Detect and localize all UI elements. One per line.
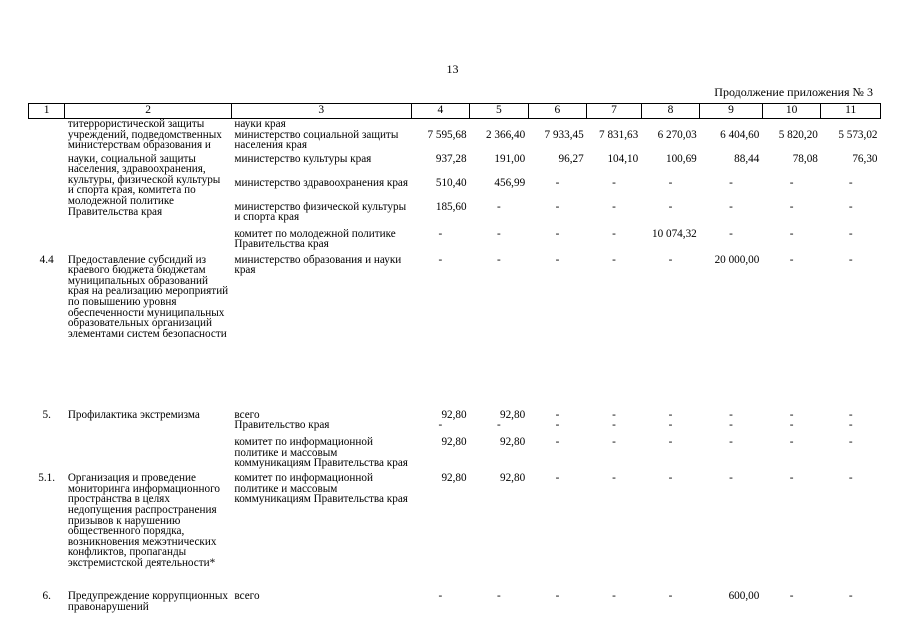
funding-value: -	[555, 472, 560, 485]
column-header: 4	[411, 104, 470, 119]
responsible-executor: комитет по информационной политике и массовым коммуникациям Правительства края	[234, 472, 408, 506]
funding-value: -	[789, 590, 794, 603]
funding-value: 92,80	[441, 436, 467, 449]
funding-value: -	[848, 436, 853, 449]
funding-value: -	[438, 590, 443, 603]
funding-value: 510,40	[435, 176, 467, 189]
funding-value	[528, 119, 587, 130]
measure-name	[65, 437, 232, 473]
table-row	[29, 255, 881, 388]
funding-value: -	[668, 419, 673, 432]
funding-value: -	[612, 227, 616, 240]
funding-value: -	[555, 419, 560, 432]
funding-value: -	[729, 227, 733, 240]
funding-value: -	[668, 176, 673, 189]
table-row	[29, 437, 881, 473]
continuation-note: Продолжение приложения № 3	[714, 85, 873, 99]
funding-value: 92,80	[499, 408, 526, 421]
responsible-executor: комитет по информационной политике и массовым коммуникациям Правительства края	[234, 436, 408, 470]
funding-value: -	[848, 227, 853, 240]
funding-value	[821, 119, 881, 130]
funding-value: -	[848, 419, 853, 432]
item-number	[29, 437, 65, 473]
responsible-executor: министерство физической культуры и спорта края	[234, 200, 407, 224]
funding-value: -	[848, 253, 853, 266]
funding-value: 191,00	[494, 152, 526, 165]
column-header: 5	[470, 104, 529, 119]
funding-value: 600,00	[728, 590, 760, 603]
funding-value: -	[497, 590, 501, 603]
funding-value: -	[555, 436, 560, 449]
funding-value: -	[789, 253, 794, 266]
funding-value: -	[555, 227, 560, 240]
funding-value: -	[668, 472, 673, 485]
responsible-executor: министерство культуры края	[234, 152, 372, 165]
funding-value: -	[729, 419, 733, 432]
funding-value: 185,60	[435, 200, 467, 213]
funding-value: -	[555, 590, 560, 603]
funding-value: -	[438, 419, 443, 432]
funding-value	[470, 119, 529, 130]
measure-name: титеррористической защиты учреждений, подведомственных министерствам образования и	[67, 118, 222, 152]
measure-name: науки, социальной защиты населения, здравоохранения, культуры, физической культуры и спорта края, комитета по молодежной политике Правительства края	[67, 152, 221, 218]
funding-value	[762, 119, 821, 130]
measure-name: Организация и проведение мониторинга информационного пространства в целях недопущения распространения призывов к нарушению общественного порядка, возникновения межэтнических конфликтов, пропаганды экстремистской деятельности*	[67, 472, 220, 569]
measure-name: Профилактика экстремизма	[67, 408, 200, 421]
funding-value: 2 366,40	[486, 128, 526, 141]
funding-value: -	[729, 200, 733, 213]
column-header: 9	[700, 104, 763, 119]
funding-value: 92,80	[499, 436, 526, 449]
column-header: 2	[65, 104, 232, 119]
funding-value: -	[668, 590, 673, 603]
responsible-executor: Правительство края	[234, 419, 330, 432]
responsible-executor: комитет по молодежной политике Правительства края	[234, 227, 396, 251]
table-row	[29, 591, 881, 617]
funding-value: -	[789, 436, 794, 449]
funding-value: 5 820,20	[778, 128, 818, 141]
column-header: 1	[29, 104, 65, 119]
table-row	[29, 473, 881, 591]
funding-value: -	[789, 227, 794, 240]
funding-value: -	[555, 200, 560, 213]
funding-value: -	[848, 200, 853, 213]
funding-value: -	[612, 419, 616, 432]
funding-value: -	[848, 408, 853, 421]
funding-value: -	[729, 176, 733, 189]
funding-value: 92,80	[441, 472, 467, 485]
funding-value: -	[668, 408, 673, 421]
funding-value: -	[848, 472, 853, 485]
item-number: 5.	[42, 408, 51, 421]
funding-value: -	[497, 253, 501, 266]
funding-value	[411, 119, 470, 130]
funding-value: 6 404,60	[720, 128, 760, 141]
funding-value	[700, 119, 763, 130]
funding-value: -	[555, 176, 560, 189]
funding-value: -	[497, 200, 501, 213]
responsible-executor: науки края	[234, 118, 286, 130]
table-row	[29, 154, 881, 178]
funding-value: -	[848, 590, 853, 603]
responsible-executor: всего	[234, 408, 260, 421]
column-header: 10	[762, 104, 821, 119]
funding-value: -	[668, 436, 673, 449]
funding-value: -	[612, 253, 616, 266]
funding-value: -	[789, 176, 794, 189]
responsible-executor: министерство здравоохранения края	[234, 176, 409, 189]
funding-value: 10 074,32	[652, 227, 697, 240]
funding-value: -	[729, 436, 733, 449]
column-header: 6	[528, 104, 587, 119]
funding-value: -	[555, 408, 560, 421]
funding-value: -	[612, 590, 616, 603]
item-number	[29, 119, 65, 154]
table-row	[29, 119, 881, 130]
funding-value: 96,27	[558, 152, 584, 165]
funding-value: 104,10	[607, 152, 639, 165]
item-number: 5.1.	[38, 472, 56, 485]
funding-value: -	[789, 408, 794, 421]
funding-value: 20 000,00	[714, 253, 760, 266]
funding-value: -	[668, 200, 673, 213]
funding-value: 7 831,63	[599, 128, 639, 141]
funding-value: -	[438, 253, 443, 266]
funding-value: -	[497, 227, 501, 240]
funding-value: 88,44	[734, 152, 760, 165]
column-header: 7	[587, 104, 642, 119]
funding-value: -	[612, 200, 616, 213]
table-row	[29, 388, 881, 421]
funding-value: 78,08	[792, 152, 818, 165]
item-number	[29, 420, 65, 437]
funding-value: 7 933,45	[544, 128, 584, 141]
item-number: 6.	[42, 590, 51, 603]
column-header: 8	[641, 104, 700, 119]
budget-table	[28, 103, 881, 617]
funding-value: -	[612, 472, 616, 485]
funding-value: 456,99	[494, 176, 526, 189]
funding-value: 7 595,68	[427, 128, 467, 141]
funding-value: -	[438, 227, 443, 240]
table-row	[29, 420, 881, 437]
funding-value: -	[729, 472, 733, 485]
funding-value: 6 270,03	[657, 128, 697, 141]
funding-value: -	[555, 253, 560, 266]
item-number: 4.4	[39, 253, 54, 266]
funding-value	[641, 119, 700, 130]
funding-value: -	[789, 472, 794, 485]
funding-value	[587, 119, 642, 130]
funding-value: -	[497, 419, 501, 432]
header-row	[29, 104, 881, 119]
funding-value: -	[848, 176, 853, 189]
column-header: 11	[821, 104, 881, 119]
page-number: 13	[446, 62, 459, 76]
responsible-executor: министерство образования и науки края	[234, 253, 402, 277]
funding-value: -	[612, 436, 616, 449]
measure-name: Предоставление субсидий из краевого бюджета бюджетам муниципальных образований края на реализацию мероприятий по повышению уровня обеспеченности муниципальных образовательных организаций элементами систем безопасности	[67, 253, 229, 340]
funding-value: 76,30	[852, 152, 878, 165]
column-header: 3	[231, 104, 411, 119]
funding-value: -	[612, 408, 616, 421]
funding-value: -	[668, 253, 673, 266]
funding-value: 5 573,02	[838, 128, 878, 141]
funding-value: 100,69	[665, 152, 697, 165]
funding-value: 937,28	[435, 152, 467, 165]
funding-value: -	[789, 200, 794, 213]
funding-value: -	[729, 408, 733, 421]
funding-value: -	[612, 176, 616, 189]
funding-value: 92,80	[441, 408, 467, 421]
item-number	[29, 154, 65, 255]
funding-value: 92,80	[499, 472, 526, 485]
measure-name	[65, 420, 232, 437]
funding-value: -	[789, 419, 794, 432]
responsible-executor: всего	[234, 590, 260, 603]
measure-name: Предупреждение коррупционных правонарушений	[67, 590, 229, 613]
responsible-executor: министерство социальной защиты населения края	[234, 128, 399, 152]
